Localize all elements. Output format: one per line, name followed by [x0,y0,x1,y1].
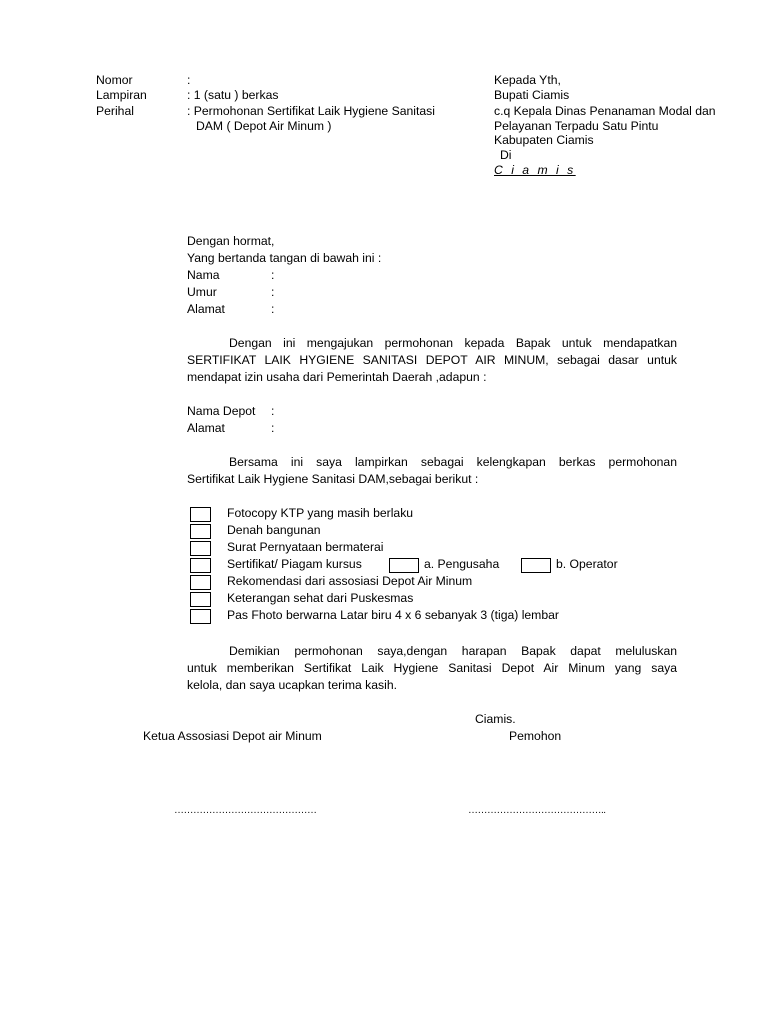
para3-line-1: Demikian permohonan saya,dengan harapan Bapak dapat meluluskan [229,644,677,658]
option-pengusaha: a. Pengusaha [424,557,500,571]
perihal-value: : Permohonan Sertifikat Laik Hygiene Sanitasi [187,104,435,118]
checklist-item-1: Fotocopy KTP yang masih berlaku [227,506,414,520]
recipient-line-3: c.q Kepala Dinas Penanaman Modal dan [494,104,716,118]
right-signature-line: …………………………………….. [468,805,606,816]
checklist-item-7: Pas Fhoto berwarna Latar biru 4 x 6 sebanyak 3 (tiga) lembar [227,608,559,622]
checkbox-pas-foto[interactable] [190,609,211,624]
para1-line-2: SERTIFIKAT LAIK HYGIENE SANITASI DEPOT AIR MINUM, sebagai dasar untuk [187,353,677,367]
recipient-line-4: Pelayanan Terpadu Satu Pintu [494,119,659,133]
umur-colon: : [271,285,275,299]
checkbox-sertifikat[interactable] [190,558,211,573]
umur-label: Umur [187,285,217,299]
para1-line-3: mendapat izin usaha dari Pemerintah Daerah ,adapun : [187,370,487,384]
depot-alamat-colon: : [271,421,275,435]
nama-label: Nama [187,268,220,282]
recipient-line-5: Kabupaten Ciamis [494,133,594,147]
checkbox-pengusaha[interactable] [389,558,419,573]
checkbox-surat-pernyataan[interactable] [190,541,211,556]
nama-colon: : [271,268,275,282]
recipient-city: C i a m i s [494,163,576,177]
checkbox-operator[interactable] [521,558,551,573]
checklist-item-5: Rekomendasi dari assosiasi Depot Air Minum [227,574,473,588]
para3-line-2: untuk memberikan Sertifikat Laik Hygiene Sanitasi Depot Air Minum yang saya [187,661,677,675]
checklist-item-4: Sertifikat/ Piagam kursus [227,557,362,571]
checklist-item-2: Denah bangunan [227,523,321,537]
signed-intro: Yang bertanda tangan di bawah ini : [187,251,382,265]
alamat-colon: : [271,302,275,316]
perihal-label: Perihal [96,104,134,118]
lampiran-label: Lampiran [96,88,147,102]
para2-line-1: Bersama ini saya lampirkan sebagai kelengkapan berkas permohonan [229,455,677,469]
left-signatory-title: Ketua Assosiasi Depot air Minum [143,729,322,743]
para2-line-2: Sertifikat Laik Hygiene Sanitasi DAM,sebagai berikut : [187,472,479,486]
checklist-item-6: Keterangan sehat dari Puskesmas [227,591,414,605]
para1-line-1: Dengan ini mengajukan permohonan kepada Bapak untuk mendapatkan [229,336,677,350]
checklist-item-3: Surat Pernyataan bermaterai [227,540,384,554]
para3-line-3: kelola, dan saya ucapkan terima kasih. [187,678,398,692]
right-signatory-title: Pemohon [509,729,562,743]
left-signature-line: ……………………………………… [174,805,317,816]
signature-place: Ciamis. [475,712,516,726]
nomor-label: Nomor [96,73,133,87]
alamat-label: Alamat [187,302,225,316]
recipient-line-1: Kepada Yth, [494,73,561,87]
depot-alamat-label: Alamat [187,421,225,435]
nomor-value: : [187,73,191,87]
recipient-line-6: Di [500,148,512,162]
greeting: Dengan hormat, [187,234,275,248]
nama-depot-label: Nama Depot [187,404,256,418]
checkbox-rekomendasi[interactable] [190,575,211,590]
option-operator: b. Operator [556,557,618,571]
nama-depot-colon: : [271,404,275,418]
checkbox-keterangan-sehat[interactable] [190,592,211,607]
checkbox-ktp[interactable] [190,507,211,522]
recipient-line-2: Bupati Ciamis [494,88,570,102]
lampiran-value: : 1 (satu ) berkas [187,88,279,102]
checkbox-denah[interactable] [190,524,211,539]
perihal-value-continued: DAM ( Depot Air Minum ) [196,119,332,133]
